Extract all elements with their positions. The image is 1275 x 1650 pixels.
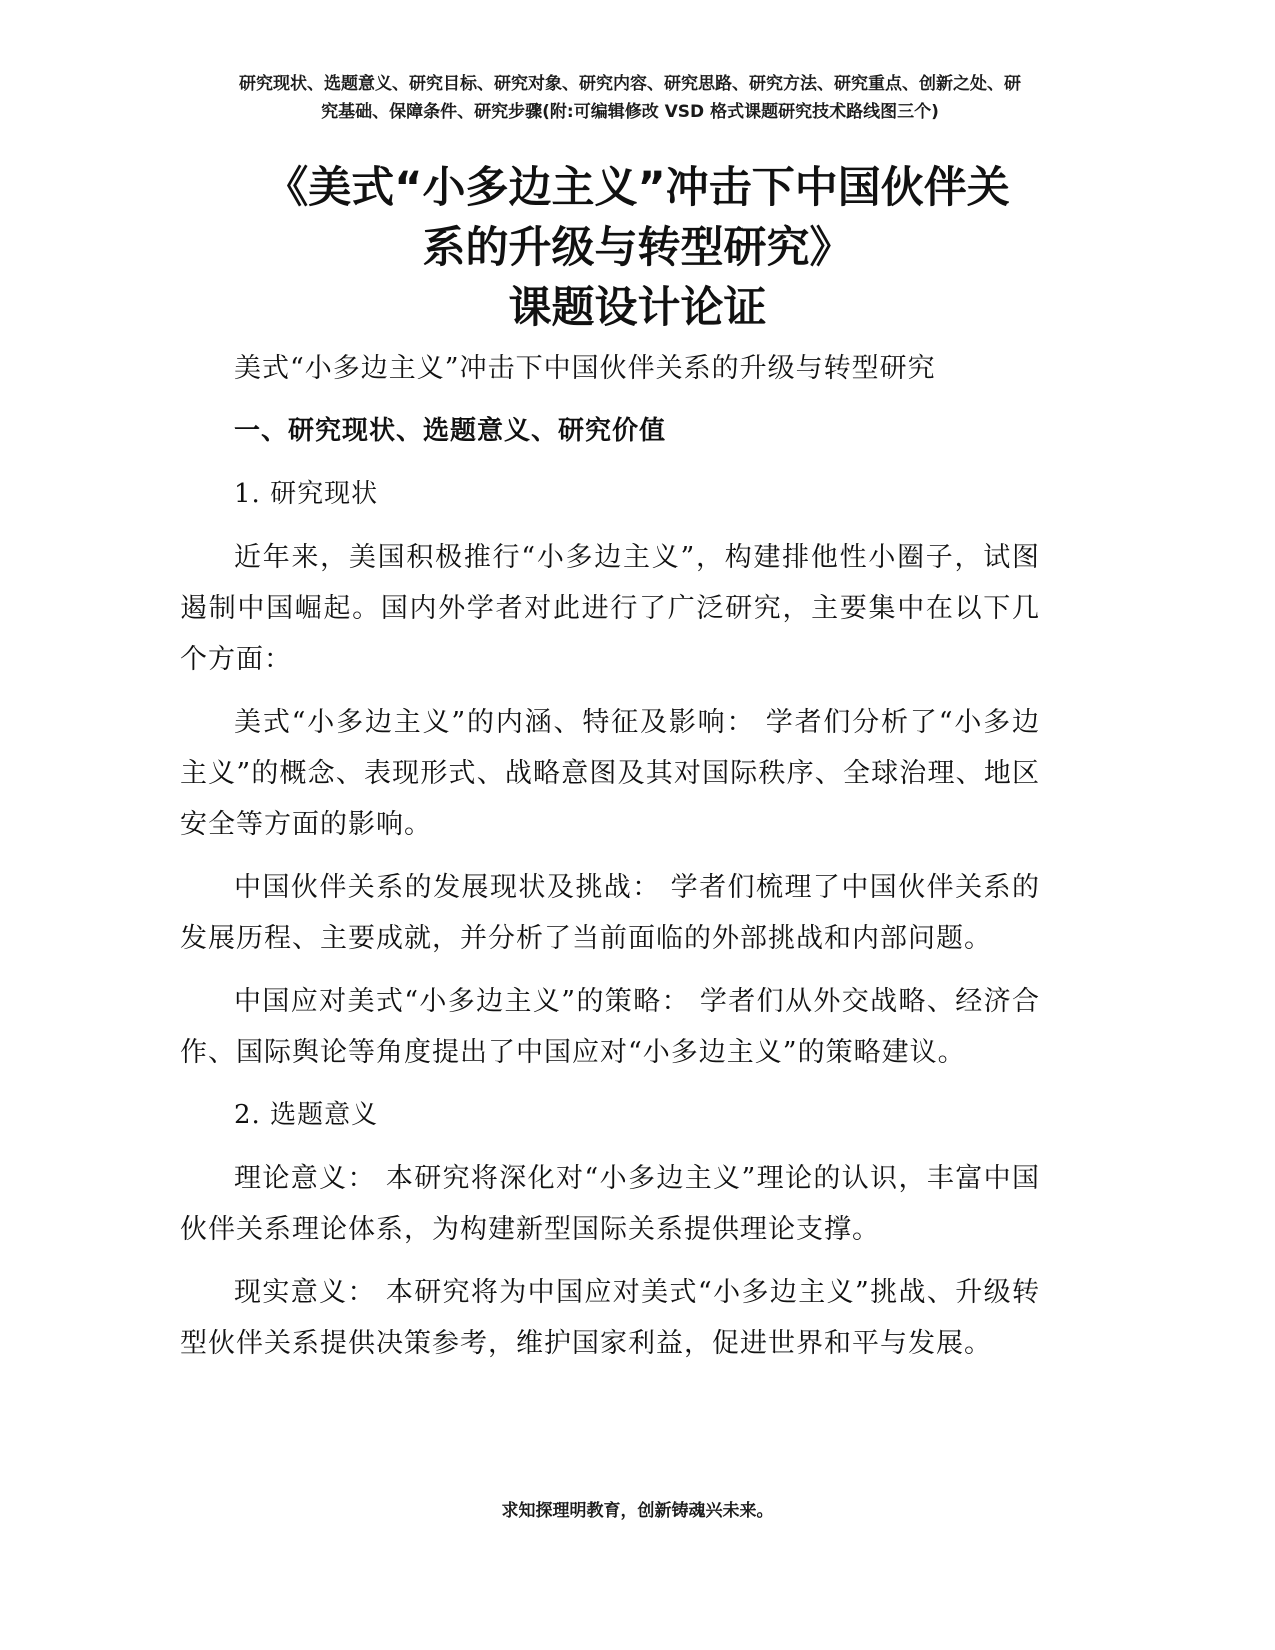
paragraph-research-status: 近年来，美国积极推行“小多边主义”，构建排他性小圈子，试图遏制中国崛起。国内外学者对此进行了广泛研究，主要集中在以下几个方面： [180, 542, 1040, 675]
title-line2: 系的升级与转型研究》 [422, 223, 853, 273]
title-line1: 《美式“小多边主义”冲击下中国伙伴关 [265, 163, 1010, 213]
sub-heading-research-status: 1. 研究现状 [234, 479, 379, 509]
document-title [180, 158, 1095, 338]
section-heading-1: 一、研究现状、选题意义、研究价值 [234, 416, 667, 446]
document-body [180, 343, 1040, 1381]
paragraph-theory: 理论意义： 本研究将深化对“小多边主义”理论的认识，丰富中国伙伴关系理论体系，为构建新型国际关系提供理论支撑。 [180, 1163, 1040, 1245]
title-line3: 课题设计论证 [508, 283, 767, 333]
paragraph-connotation: 美式“小多边主义”的内涵、特征及影响： 学者们分析了“小多边主义”的概念、表现形式、战略意图及其对国际秩序、全球治理、地区安全等方面的影响。 [180, 707, 1040, 840]
header-note-line1: 研究现状、选题意义、研究目标、研究对象、研究内容、研究思路、研究方法、研究重点、创新之处、研 [239, 74, 1021, 94]
paragraph-practice: 现实意义： 本研究将为中国应对美式“小多边主义”挑战、升级转型伙伴关系提供决策参考，维护国家利益，促进世界和平与发展。 [180, 1277, 1040, 1359]
paragraph-strategy: 中国应对美式“小多边主义”的策略： 学者们从外交战略、经济合作、国际舆论等角度提出了中国应对“小多边主义”的策略建议。 [180, 986, 1040, 1068]
sub-heading-significance: 2. 选题意义 [234, 1100, 379, 1130]
header-note [180, 70, 1080, 126]
intro-paragraph: 美式“小多边主义”冲击下中国伙伴关系的升级与转型研究 [234, 353, 936, 384]
footer-slogan: 求知探理明教育，创新铸魂兴未来。 [501, 1501, 774, 1521]
paragraph-partnership: 中国伙伴关系的发展现状及挑战： 学者们梳理了中国伙伴关系的发展历程、主要成就，并分析了当前面临的外部挑战和内部问题。 [180, 872, 1040, 954]
header-note-line2: 究基础、保障条件、研究步骤(附:可编辑修改 VSD 格式课题研究技术路线图三个) [321, 102, 939, 122]
